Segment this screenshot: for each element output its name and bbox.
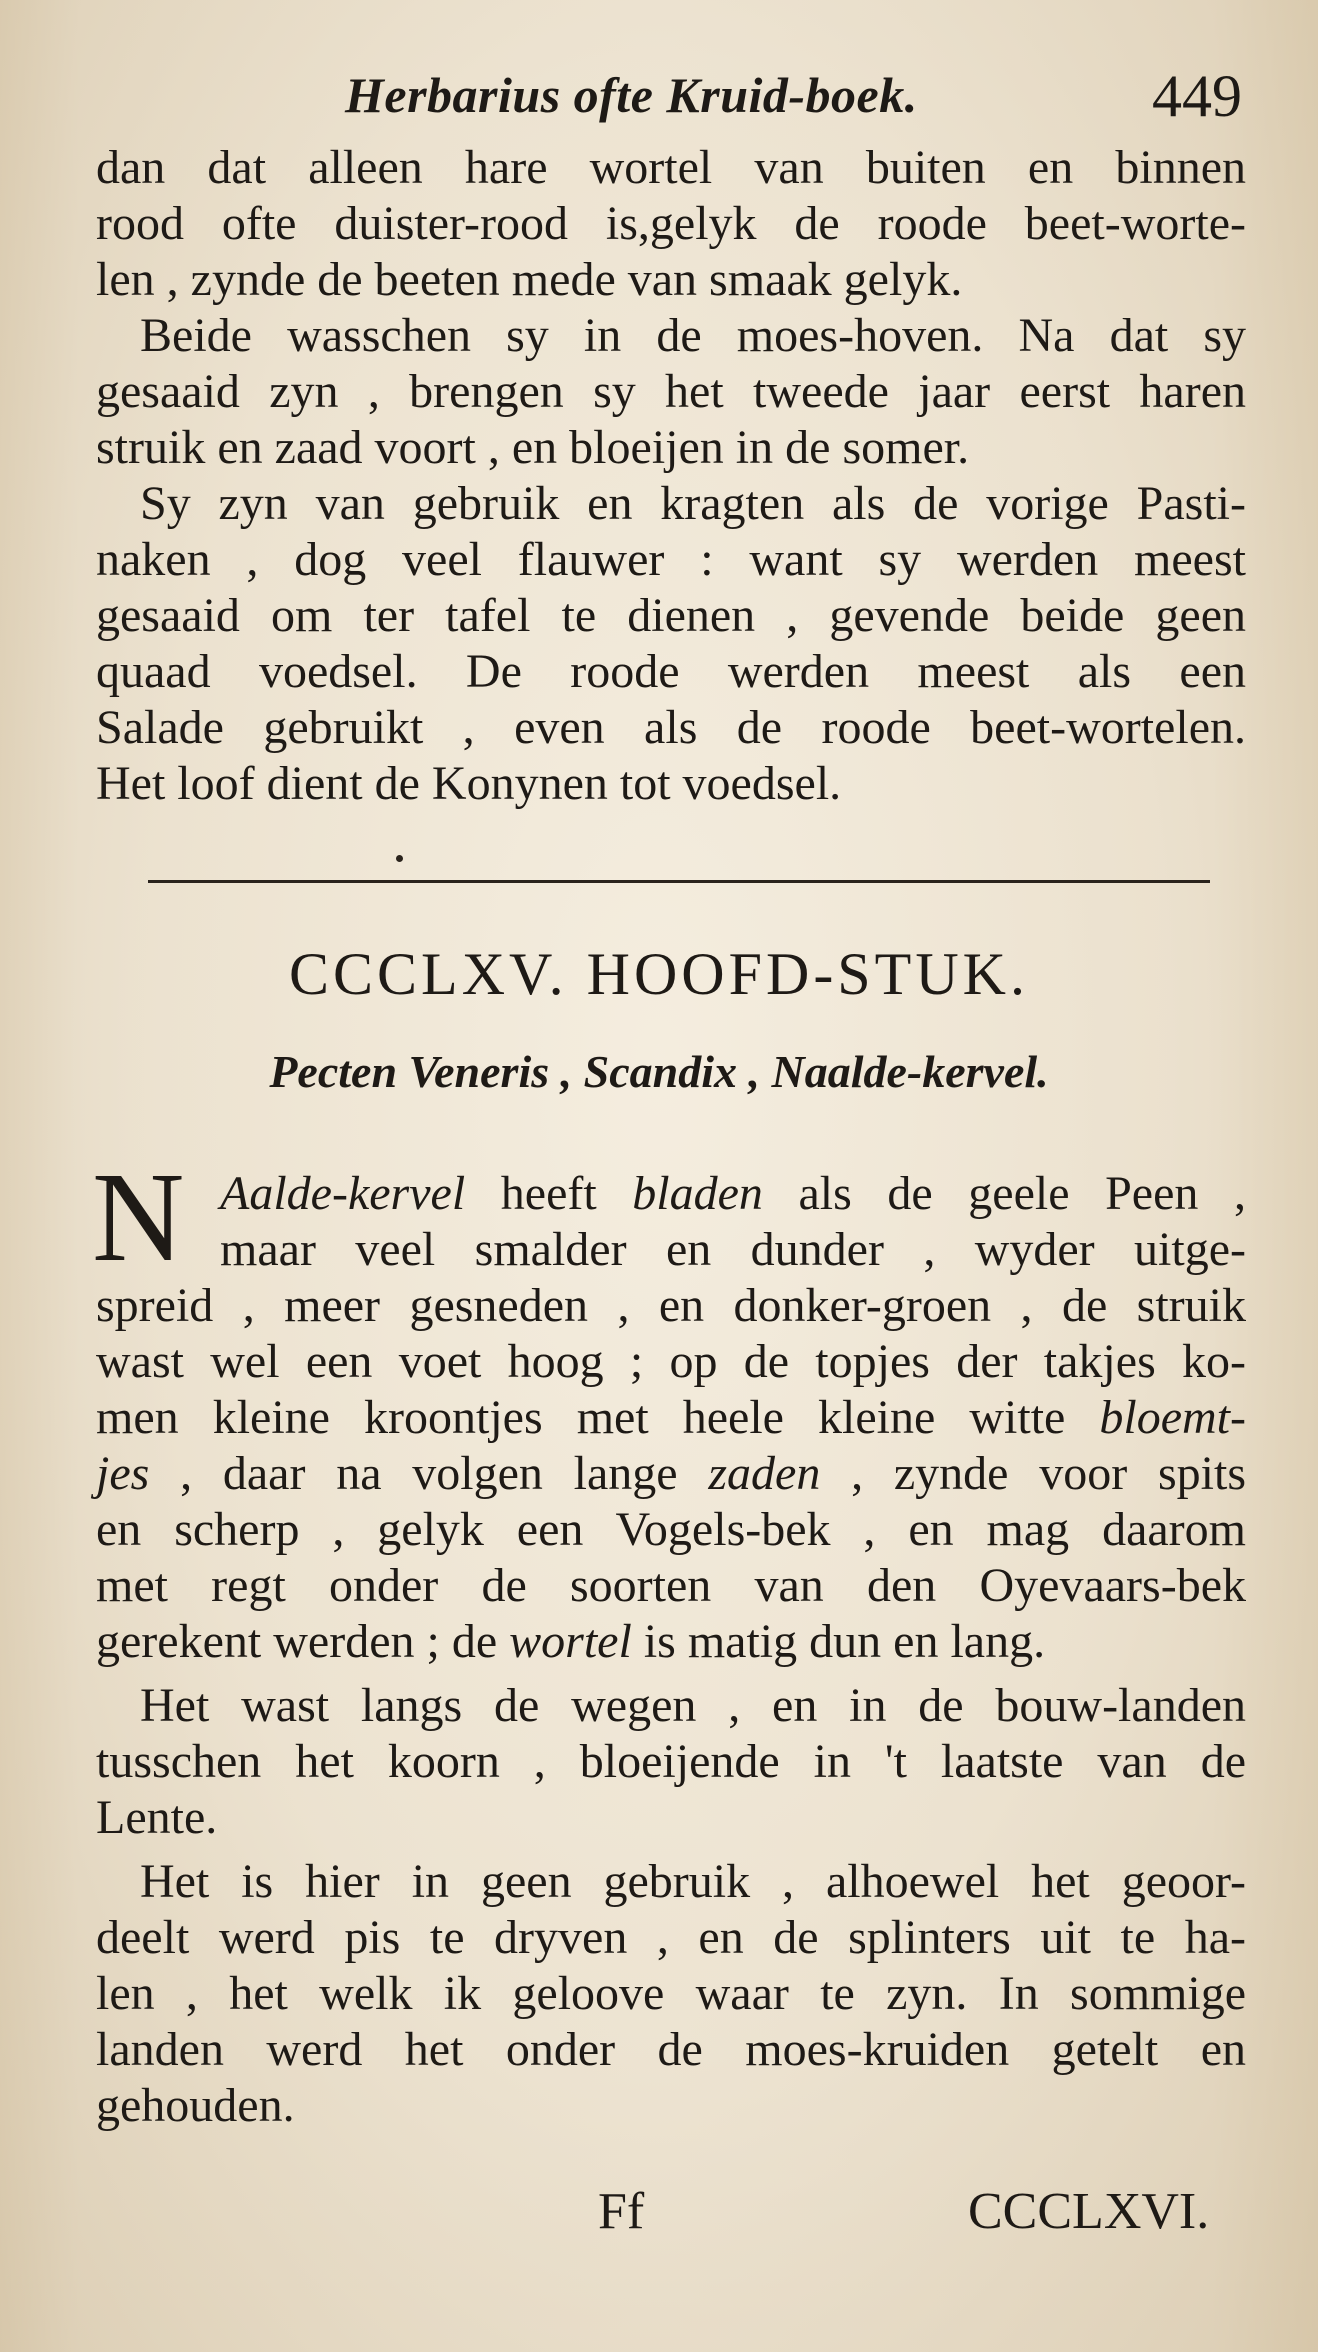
text-line: Het is hier in geen gebruik , alhoewel het geoor- <box>140 1855 1246 1908</box>
signature-mark: Ff <box>598 2183 645 2240</box>
text-line: gehouden. <box>96 2079 295 2132</box>
text-line: spreid , meer gesneden , en donker-groen , de struik <box>96 1279 1246 1332</box>
text-line: dan dat alleen hare wortel van buiten en binnen <box>96 141 1246 194</box>
page-header <box>0 58 1318 138</box>
catchword: CCCLXVI. <box>968 2183 1210 2240</box>
italic-term: zaden <box>708 1447 821 1500</box>
text-line: naken , dog veel flauwer : want sy werden meest <box>96 533 1246 586</box>
text-line: deelt werd pis te dryven , en de splinters uit te ha- <box>96 1911 1246 1964</box>
text-line: gerekent werden ; de wortel is matig dun en lang. <box>96 1615 1046 1668</box>
text-line: men kleine kroontjes met heele kleine witte bloemt- <box>96 1391 1246 1444</box>
text-line: quaad voedsel. De roode werden meest als een <box>96 645 1246 698</box>
text-line: maar veel smalder en dunder , wyder uitge- <box>220 1223 1246 1276</box>
text-line: Het loof dient de Konynen tot voedsel. <box>96 757 842 810</box>
text-line: len , het welk ik geloove waar te zyn. In sommige <box>96 1967 1246 2020</box>
text-line: gesaaid zyn , brengen sy het tweede jaar eerst haren <box>96 365 1246 418</box>
continued-text <box>96 140 1246 812</box>
text-line: wast wel een voet hoog ; op de topjes der takjes ko- <box>96 1335 1246 1388</box>
italic-term: bloemt- <box>1099 1391 1246 1444</box>
text-line: en scherp , gelyk een Vogels-bek , en mag daarom <box>96 1503 1246 1556</box>
italic-term: wortel <box>509 1615 632 1668</box>
running-head: Herbarius ofte Kruid-boek. <box>345 67 918 123</box>
drop-cap: N <box>92 1146 185 1288</box>
chapter-subtitle: Pecten Veneris , Scandix , Naalde-kervel. <box>269 1046 1049 1097</box>
italic-term: jes <box>96 1447 150 1500</box>
italic-term: bladen <box>632 1167 763 1220</box>
text-line: Aalde-kervel heeft bladen als de geele Peen , <box>220 1167 1246 1220</box>
text-line: Sy zyn van gebruik en kragten als de vorige Pasti- <box>140 477 1246 530</box>
text-line: rood ofte duister-rood is,gelyk de roode beet-worte- <box>96 197 1246 250</box>
text-line: Lente. <box>96 1791 218 1844</box>
text-line: Het wast langs de wegen , en in de bouw-landen <box>140 1679 1246 1732</box>
section-rule <box>148 880 1210 883</box>
text-line: landen werd het onder de moes-kruiden getelt en <box>96 2023 1246 2076</box>
text-line: gesaaid om ter tafel te dienen , gevende beide geen <box>96 589 1246 642</box>
ornament-dot <box>396 855 403 862</box>
text-line: tusschen het koorn , bloeijende in 't laatste van de <box>96 1735 1246 1788</box>
text-line: jes , daar na volgen lange zaden , zynde voor spits <box>96 1447 1246 1500</box>
text-line: Salade gebruikt , even als de roode beet-wortelen. <box>96 701 1246 754</box>
italic-term: Aalde-kervel <box>220 1167 466 1220</box>
text-line: Beide wasschen sy in de moes-hoven. Na dat sy <box>140 309 1246 362</box>
chapter-title: CCCLXV. HOOFD-STUK. <box>289 941 1029 1007</box>
text-line: struik en zaad voort , en bloeijen in de somer. <box>96 421 970 474</box>
page-number: 449 <box>1152 63 1242 129</box>
text-line: len , zynde de beeten mede van smaak gelyk. <box>96 253 963 306</box>
text-line: met regt onder de soorten van den Oyevaars-bek <box>96 1559 1246 1612</box>
chapter-text <box>96 1166 1246 2134</box>
